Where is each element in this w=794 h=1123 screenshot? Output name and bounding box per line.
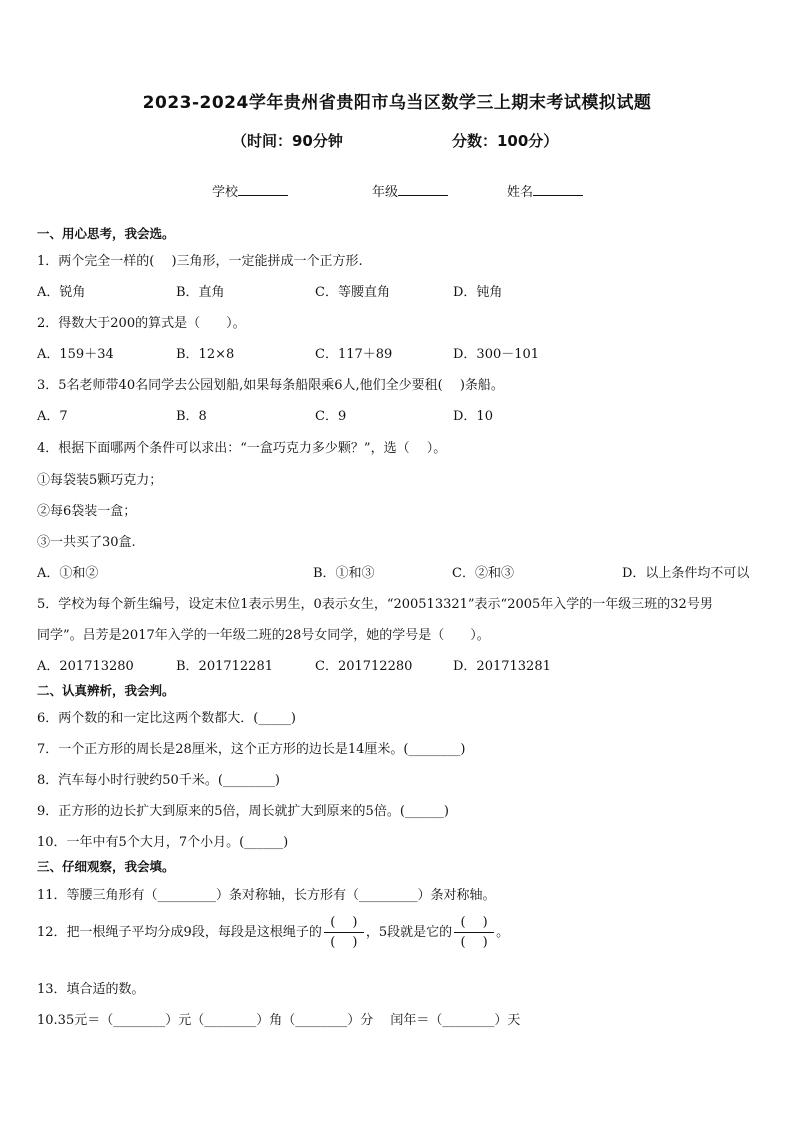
q12-text-2: ，5段就是它的: [365, 925, 453, 940]
q4-option-a: A．①和②: [37, 566, 99, 581]
q12-fraction-2-numerator: ( ): [460, 915, 488, 930]
q4-condition-2: ②每6袋装一盒；: [37, 504, 137, 519]
q12-text-1: 12．把一根绳子平均分成9段，每段是这根绳子的: [37, 925, 322, 940]
name-blank: [533, 183, 583, 196]
question-5-line-1: 5．学校为每个新生编号，设定末位1表示男生，0表示女生，“200513321”表示“2005年入学的一年级三班的32号男: [37, 597, 713, 612]
q5-option-d: D．201713281: [453, 659, 551, 674]
q5-option-b: B．201712281: [176, 659, 273, 674]
q3-option-d: D．10: [453, 409, 493, 424]
q1-option-b: B．直角: [176, 285, 225, 300]
grade-blank: [398, 183, 448, 196]
q1-option-a: A．锐角: [37, 285, 86, 300]
q12-text-3: 。: [496, 925, 510, 940]
grade-label: 年级: [372, 185, 399, 200]
q1-option-d: D．钝角: [453, 285, 503, 300]
question-8: 8．汽车每小时行驶约50千米。(________): [37, 773, 280, 788]
q3-option-a: A．7: [37, 409, 68, 424]
q3-option-c: C．9: [315, 409, 347, 424]
grade-field: [372, 181, 448, 200]
q2-option-d: D．300－101: [453, 347, 540, 362]
q4-option-d: D．以上条件均不可以: [622, 566, 750, 581]
q5-option-a: A．201713280: [37, 659, 134, 674]
question-6: 6．两个数的和一定比这两个数都大．(_____): [37, 711, 296, 726]
school-blank: [238, 183, 288, 196]
exam-score: 分数：100分）: [452, 132, 559, 150]
question-3: 3．5名老师带40名同学去公园划船,如果每条船限乘6人,他们全少要租( )条船。: [37, 378, 504, 393]
q4-condition-1: ①每袋装5颗巧克力；: [37, 473, 163, 488]
question-5-line-2: 同学”。吕芳是2017年入学的一年级二班的28号女同学，她的学号是（ ）。: [37, 628, 490, 643]
question-4: 4．根据下面哪两个条件可以求出：“一盒巧克力多少颗？”，选（ ）。: [37, 441, 447, 456]
question-10: 10．一年中有5个大月，7个小月。(______): [37, 835, 289, 850]
question-13: 13．填合适的数。: [37, 982, 145, 997]
fraction-bar: [324, 932, 364, 933]
question-11: 11．等腰三角形有（_________）条对称轴，长方形有（_________）条对称轴。: [37, 888, 496, 903]
exam-title: 2023-2024学年贵州省贵阳市乌当区数学三上期末考试模拟试题: [142, 93, 652, 113]
question-7: 7．一个正方形的周长是28厘米，这个正方形的边长是14厘米。(________): [37, 742, 466, 757]
q1-option-c: C．等腰直角: [315, 285, 390, 300]
question-1: 1．两个完全一样的( )三角形，一定能拼成一个正方形.: [37, 254, 363, 269]
name-field: [507, 181, 583, 200]
question-13-blanks: 10.35元＝（________）元（________）角（________）分 闰年＝（________）天: [37, 1013, 521, 1028]
q12-fraction-2: [454, 914, 494, 951]
q3-option-b: B．8: [176, 409, 207, 424]
section-1-heading: 一、用心思考，我会选。: [37, 226, 175, 241]
q5-option-c: C．201712280: [315, 659, 413, 674]
school-label: 学校: [212, 185, 239, 200]
q2-option-c: C．117＋89: [315, 347, 393, 362]
name-label: 姓名: [507, 185, 534, 200]
q12-fraction-1-denominator: ( ): [330, 935, 358, 950]
question-2: 2．得数大于200的算式是（ ）。: [37, 316, 246, 331]
q4-condition-3: ③一共买了30盒.: [37, 535, 136, 550]
q2-option-a: A．159＋34: [37, 347, 114, 362]
section-2-heading: 二、认真辨析，我会判。: [37, 683, 175, 698]
school-field: [212, 181, 288, 200]
q4-option-c: C．②和③: [452, 566, 514, 581]
q12-fraction-1-numerator: ( ): [330, 915, 358, 930]
q12-fraction-1: [324, 914, 364, 951]
q4-option-b: B．①和③: [313, 566, 375, 581]
section-3-heading: 三、仔细观察，我会填。: [37, 859, 175, 874]
fraction-bar: [454, 932, 494, 933]
q2-option-b: B．12×8: [176, 347, 235, 362]
question-12: [37, 914, 509, 951]
exam-time: （时间：90分钟: [232, 132, 343, 150]
question-9: 9．正方形的边长扩大到原来的5倍，周长就扩大到原来的5倍。(______): [37, 804, 449, 819]
q12-fraction-2-denominator: ( ): [460, 935, 488, 950]
